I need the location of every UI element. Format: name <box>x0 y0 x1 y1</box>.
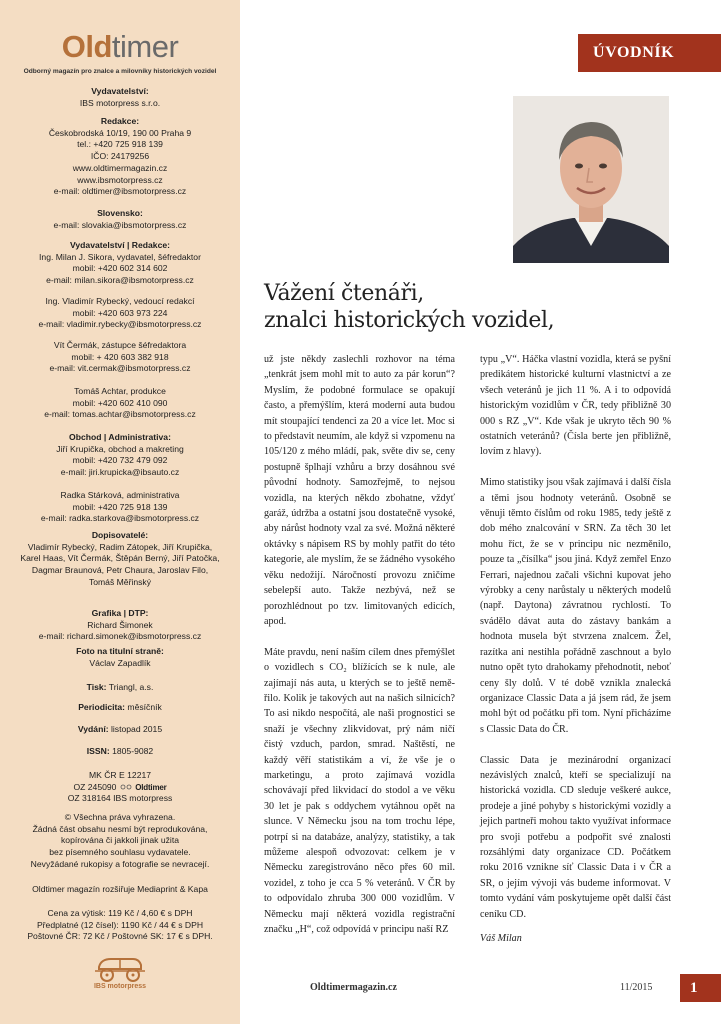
imprint-block <box>0 340 240 375</box>
registration-block <box>0 770 240 805</box>
article-paragraph: typu „V“. Háčka vlastní vozidla, která se pyšní predikátem historické kulturní vlastnictví a ze všech veteránů je jich 11 %. A i to odpovídá historickým vozidlům v ČR, tedy přibližně 30 000 s RZ „V“. Kde však je ukryto těch 90 % ostatních veteránů? (Čísla berte jen přibližně, lovím z hlavy). <box>480 354 671 458</box>
oz-line-1 <box>0 782 240 794</box>
mk-number: MK ČR E 12217 <box>88 770 152 780</box>
page-number: 1 <box>680 974 721 1002</box>
imprint-line: e-mail: tomas.achtar@ibsmotorpress.cz <box>44 409 196 420</box>
imprint-line: e-mail: slovakia@ibsmotorpress.cz <box>53 219 187 230</box>
article-column-1 <box>264 352 455 953</box>
imprint-line: www.oldtimermagazin.cz <box>72 162 168 173</box>
rights-line: Žádná část obsahu nesmí být reprodukována, <box>32 823 208 834</box>
editorial-headline <box>264 280 554 334</box>
imprint-heading: Obchod | Administrativa: <box>69 432 171 442</box>
imprint-line: tel.: +420 725 918 139 <box>77 139 163 150</box>
imprint-line: Jiří Krupička, obchod a makreting <box>56 443 184 454</box>
imprint-block <box>0 432 240 479</box>
price-line: Cena za výtisk: 119 Kč / 4,60 € s DPH <box>47 908 193 918</box>
imprint-line: mobil: +420 602 410 090 <box>72 397 168 408</box>
imprint-line: mobil: +420 602 314 602 <box>72 263 168 274</box>
imprint-line: Richard Šimonek <box>87 619 153 630</box>
imprint-line: e-mail: richard.simonek@ibsmotorpress.cz <box>38 631 202 642</box>
imprint-line: Ing. Milan J. Sikora, vydavatel, šéfredaktor <box>39 251 201 262</box>
article-paragraph: Mimo statistiky jsou však zajímavá i další čísla a těmi jsou hodnoty veteránů. Osobně se věnuji těmto číslům od roku 1985, tedy ještě z dob mého znalcování v SRN. Za těch 30 let mohu říct, že se v principu nic nezměnilo, pouze ta „čísílka“ jsou jiná. Když zemřel Enzo Ferrari, najednou začali všichni kupovat jeho výrobky a ceny narůstaly u některých modelů (např. Daytona) závratnou rychlostí. To svádělo dávat auta do zástavy bankám a hodnota musela být stvrzena znalcem. Žel, razítka ani nestihla pořádně zaschnout a bylo nutno opět tyto drahokamy přehodnotit, neboť ceny šly dolů. V té době vznikla znalecká organizace Classic Data a já jsem rád, že jsem mohl být od počátku při tom. Nyní přicházíme s Classic Data do ČR. <box>480 477 671 735</box>
imprint-line: e-mail: milan.sikora@ibsmotorpress.cz <box>46 275 194 286</box>
imprint-line: IBS motorpress s.r.o. <box>79 97 161 108</box>
rights-line: kopírována či jakkoli jinak užita <box>61 835 179 846</box>
imprint-block <box>0 296 240 331</box>
imprint-value: listopad 2015 <box>110 724 163 734</box>
footer-website: Oldtimermagazin.cz <box>310 982 397 993</box>
headline-line-2: znalci historických vozidel, <box>264 308 555 333</box>
imprint-heading: Periodicita: <box>78 702 126 712</box>
imprint-heading: Vydavatelství: <box>91 86 149 96</box>
oz-oldtimer-logo: Oldtimer <box>135 782 167 792</box>
imprint-heading: Dopisovatelé: <box>91 530 149 540</box>
carriage-logo-icon <box>93 953 147 983</box>
ibs-motorpress-logo: IBS motorpress <box>93 983 147 990</box>
imprint-heading: Redakce: <box>100 116 140 126</box>
imprint-heading: Grafika | DTP: <box>91 608 149 618</box>
imprint-value: měsíčník <box>127 702 162 712</box>
imprint-line: e-mail: jiri.krupicka@ibsauto.cz <box>60 467 180 478</box>
imprint-heading: Tisk: <box>86 682 107 692</box>
rights-line: © Všechna práva vyhrazena. <box>64 812 176 822</box>
imprint-line: Tomáš Achtar, produkce <box>74 386 166 396</box>
imprint-block <box>0 240 240 287</box>
imprint-heading: Vydání: <box>77 724 109 734</box>
imprint-line: mobil: +420 603 973 224 <box>72 307 168 318</box>
footer-issue-number: 11/2015 <box>620 982 653 993</box>
imprint-line <box>0 746 240 758</box>
imprint-heading: ISSN: <box>86 746 110 756</box>
imprint-line: Ing. Vladimír Rybecký, vedoucí redakcí <box>45 296 195 306</box>
imprint-line: mobil: +420 725 918 139 <box>72 501 168 512</box>
signature: Váš Milan <box>480 933 522 945</box>
prices-block <box>0 908 240 943</box>
magazine-logo: Oldtimer <box>61 29 179 64</box>
imprint-heading: Vydavatelství | Redakce: <box>69 240 170 250</box>
imprint-line: Tomáš Měřinský <box>88 576 152 587</box>
editor-photo <box>513 96 669 263</box>
headline-line-1: Vážení čtenáři, <box>264 281 424 306</box>
imprint-block <box>0 86 240 109</box>
price-line: Předplatné (12 čísel): 1190 Kč / 44 € s DPH <box>36 919 204 930</box>
imprint-line: Dagmar Braunová, Petr Chaura, Jaroslav Filo, <box>31 565 209 576</box>
imprint-block <box>0 530 240 589</box>
imprint-line: mobil: +420 732 479 092 <box>72 455 168 466</box>
imprint-heading: Slovensko: <box>97 208 143 218</box>
imprint-value: 1805-9082 <box>112 746 154 756</box>
imprint-line: www.ibsmotorpress.cz <box>77 174 163 185</box>
oz-number-1: OZ 245090 <box>73 781 117 792</box>
imprint-line: e-mail: vladimir.rybecky@ibsmotorpress.cz <box>38 319 202 330</box>
distribution-line: Oldtimer magazín rozšiřuje Mediaprint & Kapa <box>32 884 208 894</box>
imprint-block <box>0 608 240 643</box>
price-line: Poštovné ČR: 72 Kč / Poštovné SK: 17 € s DPH. <box>27 931 213 942</box>
imprint-line <box>0 724 240 736</box>
rights-line: Nevyžádané rukopisy a fotografie se nevracejí. <box>30 858 210 869</box>
imprint-line: Václav Zapadlík <box>89 657 151 668</box>
imprint-line: e-mail: vit.cermak@ibsmotorpress.cz <box>49 363 191 374</box>
imprint-line: Radka Stárková, administrativa <box>60 490 180 500</box>
imprint-line: Vladimír Rybecký, Radim Zátopek, Jiří Krupička, <box>27 541 213 552</box>
article-paragraph: Classic Data je mezinárodní organizací nezávislých znalců, kteří se specializují na historická vozidla. CD sleduje veškeré aukce, prodeje a jiné pohyby s historickými vozidly a jejich partneři mohou takto využívat informace pro svoji potřebu a podpořit své znalosti rozsáhlými daty organizace CD. Počátkem roku 2016 vznikne síť Classic Data i v ČR a SR, o jejím vývoji vás budeme informovat. V tomto vydání vám poskytujeme opět další část ceníku CD. <box>480 754 671 920</box>
imprint-block <box>0 682 240 694</box>
imprint-heading: Foto na titulní straně: <box>76 646 164 656</box>
article-column-2 <box>480 352 671 962</box>
imprint-line: Vít Čermák, zástupce šéfredaktora <box>53 340 187 350</box>
section-badge: ÚVODNÍK <box>578 34 721 72</box>
imprint-line: mobil: + 420 603 382 918 <box>71 351 169 362</box>
imprint-line: e-mail: radka.starkova@ibsmotorpress.cz <box>40 513 200 524</box>
imprint-line: Českobrodská 10/19, 190 00 Praha 9 <box>48 127 192 138</box>
oz-number-2: OZ 318164 IBS motorpress <box>67 793 173 804</box>
imprint-value: Triangl, a.s. <box>108 682 154 692</box>
imprint-sidebar <box>0 0 240 1024</box>
imprint-block <box>0 724 240 736</box>
rights-block <box>0 812 240 871</box>
imprint-line <box>0 702 240 714</box>
imprint-block <box>0 646 240 669</box>
article-paragraph: už jste někdy zaslechli rozhovor na téma „tenkrát jsem mohl mít to auto za pár korun“? Myslím, že podobné formulace se opakují často, a přemýšlím, která moderní auta budou mít stoupající tendenci za 20 a více let. Moc si to představit neumím, ale když si vzpomenu na 105/120 z mého mládí, pak, světe div se, ceny postupně šplhají vzhůru a brzy dosáhnou své původní hodnoty. Samozřejmě, to nejsou vozidla, na kterých někdo zbohatne, vždyť garáž, údržba a ostatní jsou dostatečně vysoké, aby nárůst hodnoty vzal za své. Možná některé oktávky s nápisem RS by mohly patřit do této kategorie, ale myslím, že se žádného vysokého věku nedožijí. Náročností provozu zničíme sebelepší auto. Takže nezbývá, než se porozhlédnout po tzv. limitovaných edicích, apod. <box>264 354 455 627</box>
imprint-block <box>0 490 240 525</box>
imprint-line: IČO: 24179256 <box>90 151 150 162</box>
imprint-block <box>0 208 240 231</box>
imprint-line: e-mail: oldtimer@ibsmotorpress.cz <box>53 186 187 197</box>
dots-icon <box>120 783 132 791</box>
rights-line: bez písemného souhlasu vydavatele. <box>49 847 191 858</box>
imprint-line <box>0 682 240 694</box>
imprint-block <box>0 746 240 758</box>
imprint-block <box>0 386 240 421</box>
editor-portrait-image <box>513 96 669 263</box>
magazine-tagline: Odborný magazín pro znalce a milovníky historických vozidel <box>23 68 217 75</box>
imprint-block <box>0 702 240 714</box>
imprint-line: Karel Haas, Vít Čermák, Štěpán Berný, Jiří Patočka, <box>20 553 220 564</box>
imprint-block <box>0 116 240 198</box>
article-paragraph: Máte pravdu, není naším cílem dnes přemýšlet o vozidlech s CO₂ blížících se k nule, ale zajímají nás auta, u kterých se to ještě neměřilo. Kolik je takových aut na našich silnicích? To asi nikdo nespočítá, ale naši prognostici se snaží je všechny zlikvidovat, prý nám ničí čistý vzduch, pardon, smrad. Naštěstí, ne každý věří statistikám a ví, že vše je o marketingu, a proto zajímavá vozidla schovávají před likvidací do stodol a ve věku 30 let je pak s oddychem vytáhnou opět na slunce. V Německu jsou na tom trochu lépe, potrpí si na databáze, analýzy, statistiky, a tak můžeme alespoň odvozovat: celkem je v Německu zaregistrováno něco přes 60 mil. vozidel, z toho je cca 5 % veteránů. V ČR by to odpovídalo zhruba 300 000 vozidlům. V Německu mají některá vozidla registrační značku „H“, což odpovídá v principu naší RZ <box>264 646 455 936</box>
